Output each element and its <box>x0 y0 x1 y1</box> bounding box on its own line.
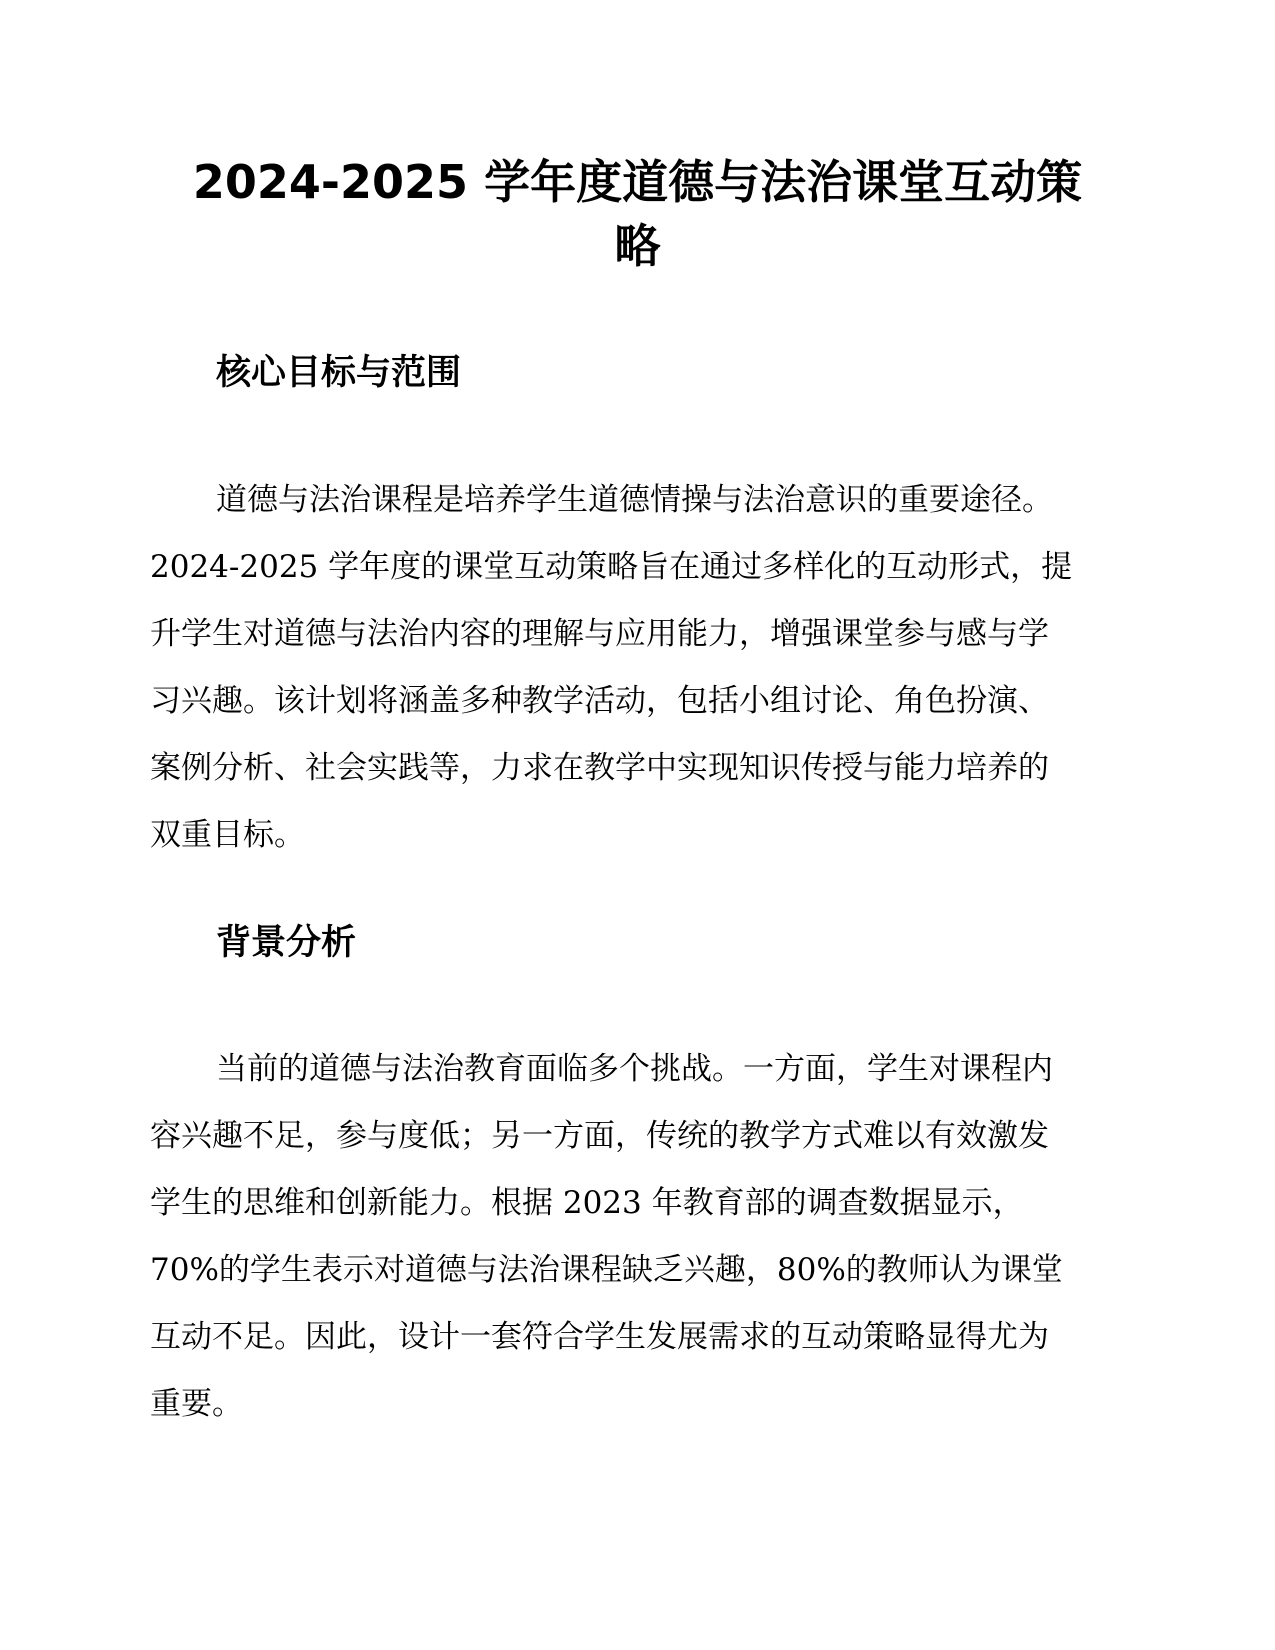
document-title <box>150 150 1125 278</box>
paragraph-core-goals <box>150 467 1125 869</box>
paragraph-line: 案例分析、社会实践等，力求在教学中实现知识传授与能力培养的 <box>150 750 1049 786</box>
paragraph-line: 2024-2025 学年度的课堂互动策略旨在通过多样化的互动形式，提 <box>150 549 1073 585</box>
document-title-line-2: 略 <box>614 219 661 273</box>
paragraph-line: 互动不足。因此，设计一套符合学生发展需求的互动策略显得尤为 <box>150 1319 1049 1355</box>
section-heading-background: 背景分析 <box>216 923 357 963</box>
document-title-line-1: 2024-2025 学年度道德与法治课堂互动策 <box>192 155 1083 209</box>
paragraph-line: 70%的学生表示对道德与法治课程缺乏兴趣，80%的教师认为课堂 <box>150 1252 1063 1288</box>
paragraph-line: 学生的思维和创新能力。根据 2023 年教育部的调查数据显示， <box>150 1185 1024 1221</box>
paragraph-background <box>150 1036 1125 1438</box>
paragraph-line: 当前的道德与法治教育面临多个挑战。一方面，学生对课程内 <box>216 1051 1053 1087</box>
paragraph-line: 道德与法治课程是培养学生道德情操与法治意识的重要途径。 <box>216 482 1053 518</box>
paragraph-line: 容兴趣不足，参与度低；另一方面，传统的教学方式难以有效激发 <box>150 1118 1049 1154</box>
section-heading-core-goals: 核心目标与范围 <box>216 353 462 393</box>
paragraph-line: 双重目标。 <box>150 817 305 853</box>
paragraph-line: 重要。 <box>150 1386 243 1422</box>
paragraph-line: 升学生对道德与法治内容的理解与应用能力，增强课堂参与感与学 <box>150 616 1049 652</box>
paragraph-line: 习兴趣。该计划将涵盖多种教学活动，包括小组讨论、角色扮演、 <box>150 683 1049 719</box>
